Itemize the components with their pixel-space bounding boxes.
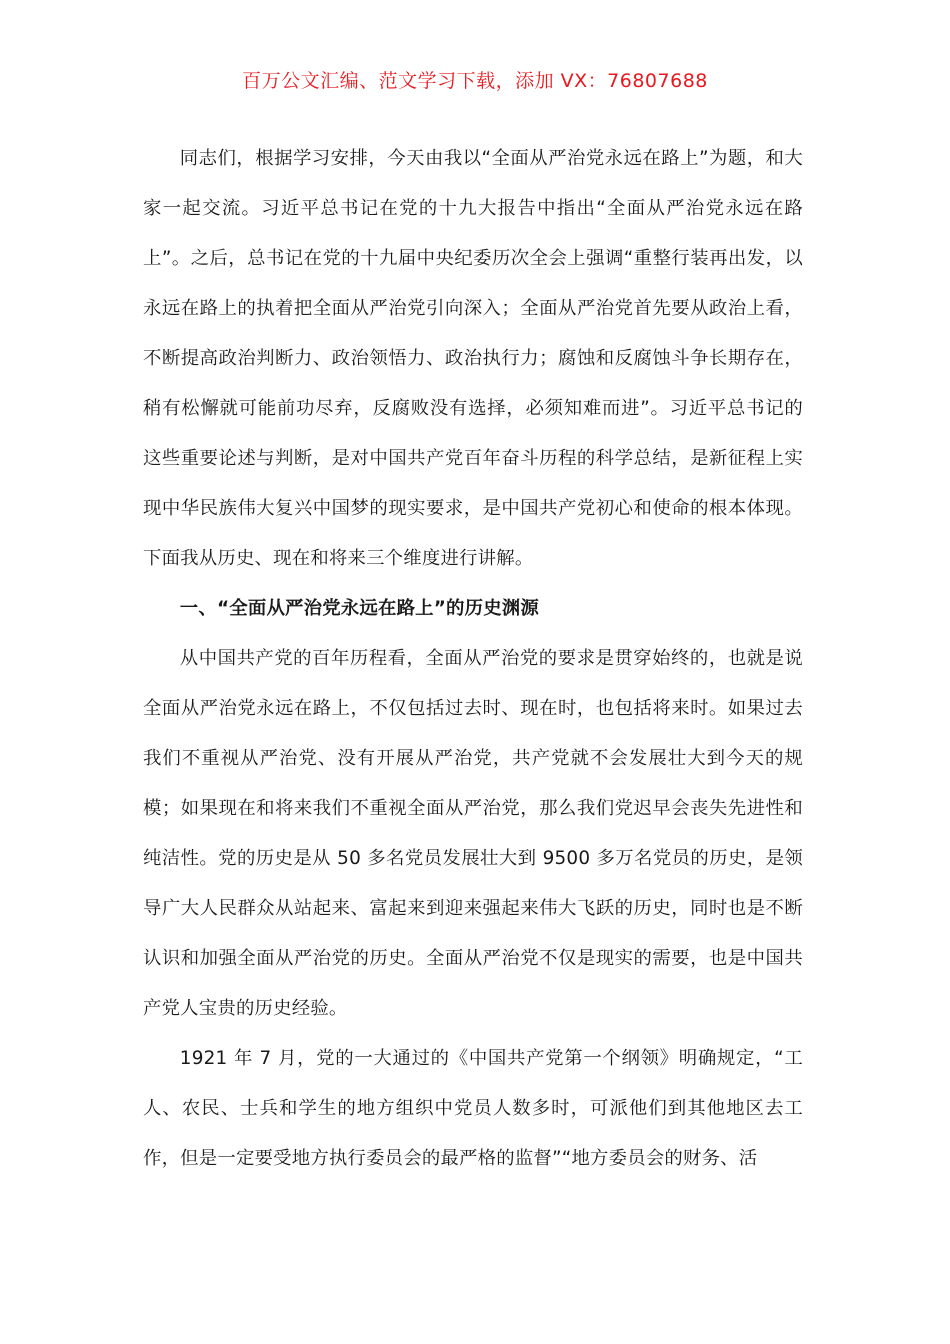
intro-paragraph: 同志们，根据学习安排，今天由我以“全面从严治党永远在路上”为题，和大家一起交流。习近平总书记在党的十九大报告中指出“全面从严治党永远在路上”。之后，总书记在党的十九届中央纪委历次全会上强调“重整行装再出发，以永远在路上的执着把全面从严治党引向深入；全面从严治党首先要从政治上看，不断提高政治判断力、政治领悟力、政治执行力；腐蚀和反腐蚀斗争长期存在，稍有松懈就可能前功尽弃，反腐败没有选择，必须知难而进”。习近平总书记的这些重要论述与判断，是对中国共产党百年奋斗历程的科学总结，是新征程上实现中华民族伟大复兴中国梦的现实要求，是中国共产党初心和使命的根本体现。下面我从历史、现在和将来三个维度进行讲解。 xyxy=(143,148,803,569)
section-heading: 一、“全面从严治党永远在路上”的历史渊源 xyxy=(179,598,540,619)
program-paragraph: 1921 年 7 月，党的一大通过的《中国共产党第一个纲领》明确规定，“工人、农民、士兵和学生的地方组织中党员人数多时，可派他们到其他地区去工作，但是一定要受地方执行委员会的最严格的监督”“地方委员会的财务、活 xyxy=(143,1048,803,1169)
document-body xyxy=(143,134,803,1184)
history-paragraph: 从中国共产党的百年历程看，全面从严治党的要求是贯穿始终的，也就是说全面从严治党永远在路上，不仅包括过去时、现在时，也包括将来时。如果过去我们不重视从严治党、没有开展从严治党，共产党就不会发展壮大到今天的规模；如果现在和将来我们不重视全面从严治党，那么我们党迟早会丧失先进性和纯洁性。党的历史是从 50 多名党员发展壮大到 9500 多万名党员的历史，是领导广大人民群众从站起来、富起来到迎来强起来伟大飞跃的历史，同时也是不断认识和加强全面从严治党的历史。全面从严治党不仅是现实的需要，也是中国共产党人宝贵的历史经验。 xyxy=(143,648,803,1019)
header-banner: 百万公文汇编、范文学习下载，添加 VX：76807688 xyxy=(242,70,708,92)
